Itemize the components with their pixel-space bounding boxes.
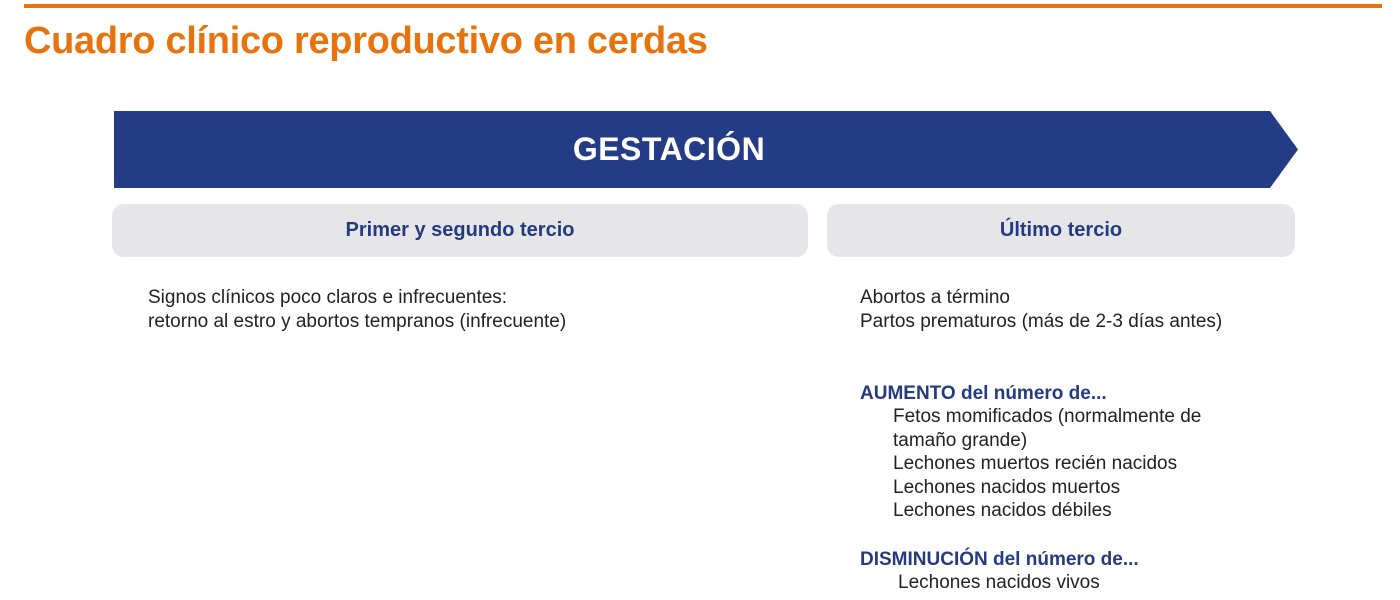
decrease-list <box>898 571 1100 595</box>
list-item: Lechones nacidos muertos <box>893 476 1121 498</box>
top-accent-rule <box>24 4 1382 8</box>
first-phase-signs <box>148 286 566 333</box>
sign-line: retorno al estro y abortos tempranos (infrecuente) <box>148 310 567 332</box>
phase-last-third: Último tercio <box>827 204 1295 257</box>
banner-label: GESTACIÓN <box>572 131 766 167</box>
increase-heading: AUMENTO del número de... <box>860 383 1107 404</box>
increase-list <box>893 405 1201 523</box>
last-phase-signs <box>860 286 1222 333</box>
decrease-heading: DISMINUCIÓN del número de... <box>860 549 1139 570</box>
sign-line: Partos prematuros (más de 2-3 días antes) <box>860 310 1223 332</box>
list-item: Lechones muertos recién nacidos <box>893 453 1178 474</box>
gestation-banner <box>114 111 1298 188</box>
sign-line: Abortos a término <box>860 287 1010 308</box>
list-item: Lechones nacidos débiles <box>893 500 1112 521</box>
list-item: Lechones nacidos vivos <box>898 572 1100 593</box>
list-item: Fetos momificados (normalmente de <box>893 406 1202 427</box>
phase-first-second-third: Primer y segundo tercio <box>112 204 808 257</box>
sign-line: Signos clínicos poco claros e infrecuentes: <box>148 287 508 308</box>
list-item: tamaño grande) <box>893 429 1028 451</box>
page-title: Cuadro clínico reproductivo en cerdas <box>24 20 708 62</box>
